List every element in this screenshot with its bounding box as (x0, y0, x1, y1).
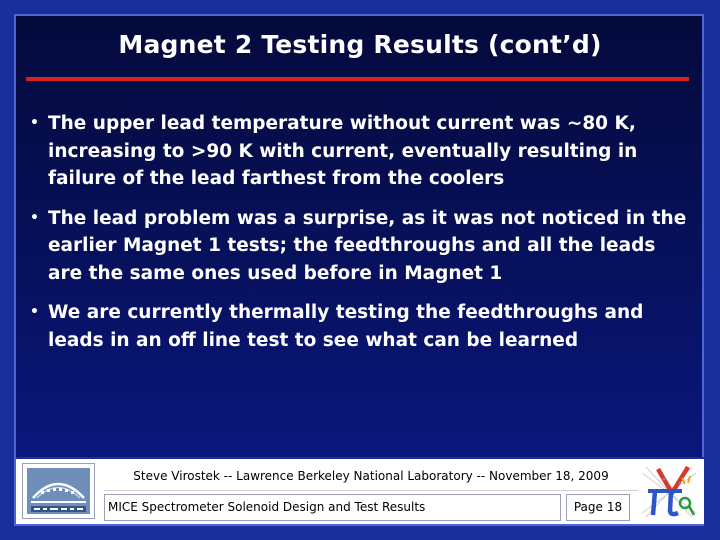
bullet-item (30, 205, 690, 288)
bullet-dot-icon: • (30, 209, 39, 226)
title-underline (26, 77, 689, 81)
page-number: 18 (606, 500, 623, 514)
page-indicator (566, 494, 630, 521)
bullet-item (30, 299, 690, 354)
lawrence-berkeley-lab-logo-icon (22, 463, 95, 519)
footer-presentation-title: MICE Spectrometer Solenoid Design and Test Results (104, 494, 561, 521)
bullet-dot-icon: • (30, 304, 39, 320)
bullet-list (30, 110, 690, 366)
bullet-text: We are currently thermally testing the feedthroughs and leads in an off line test to see what can be learned (48, 302, 644, 351)
page-label: Page (573, 500, 603, 514)
slide-title: Magnet 2 Testing Results (cont’d) (118, 30, 602, 59)
bullet-dot-icon: • (30, 115, 39, 131)
bullet-text: The upper lead temperature without current was ~80 K, increasing to >90 K with current, eventually resulting in failure of the lead farthest from the coolers (48, 113, 638, 189)
bullet-text: The lead problem was a surprise, as it was not noticed in the earlier Magnet 1 tests; the feedthroughs and all the leads are the same ones used before in Magnet 1 (48, 207, 687, 284)
footer-divider (104, 490, 638, 491)
mice-logo-icon (638, 463, 700, 521)
footer-author-line: Steve Virostek -- Lawrence Berkeley National Laboratory -- November 18, 2009 (133, 469, 609, 483)
bullet-item (30, 110, 690, 193)
